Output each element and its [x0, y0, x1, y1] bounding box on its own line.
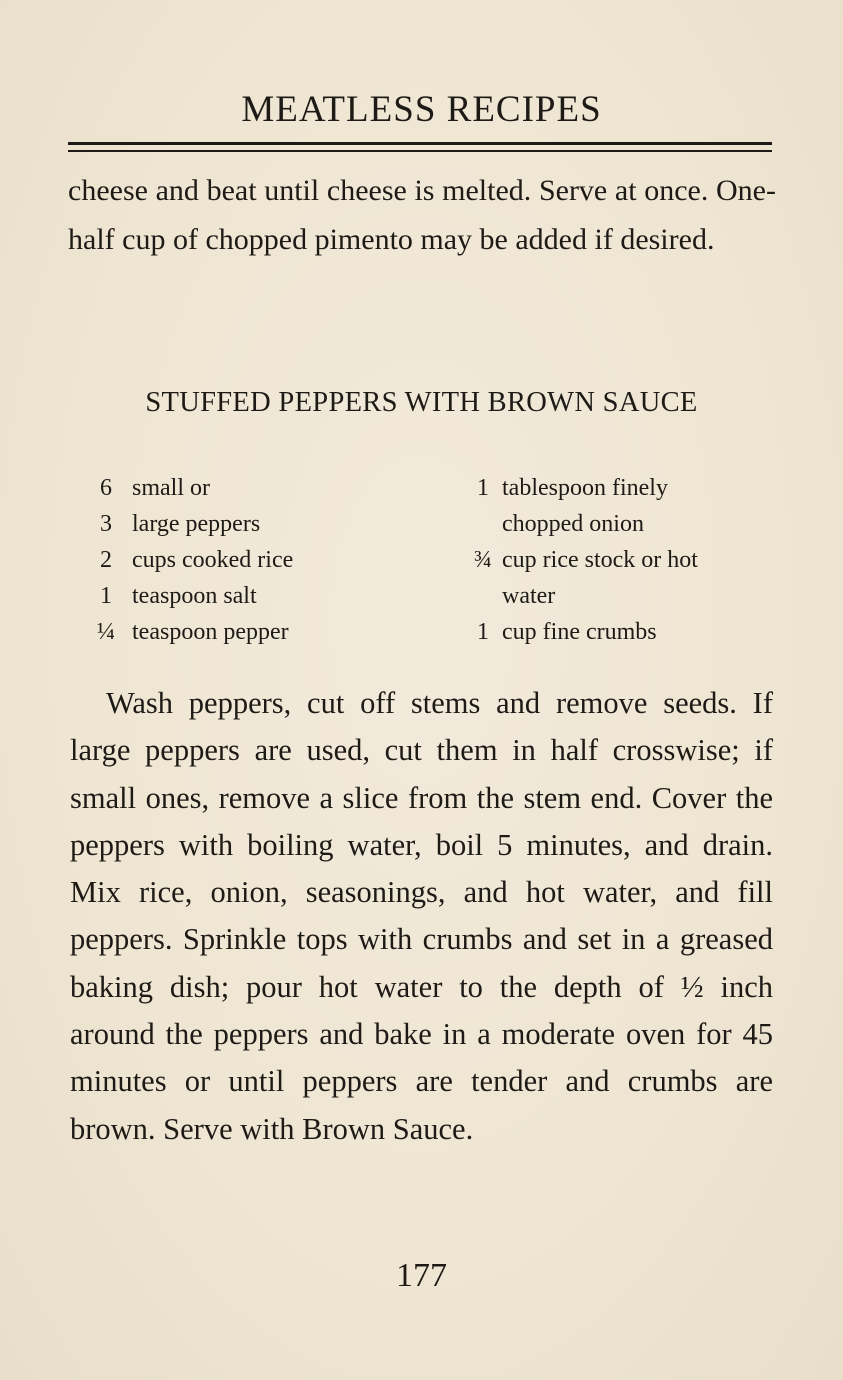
ingredient-text: water: [502, 583, 556, 609]
method-paragraph: [70, 680, 773, 1153]
recipe-title: STUFFED PEPPERS WITH BROWN SAUCE: [145, 387, 698, 418]
ingredient-row: [467, 614, 787, 650]
ingredient-row: [90, 506, 430, 542]
ingredient-quantity: 1: [477, 475, 489, 501]
ingredient-text: chopped onion: [502, 511, 644, 537]
ingredient-text: tablespoon finely: [502, 475, 668, 501]
ingredient-text: large peppers: [132, 511, 261, 537]
ingredient-row: [467, 542, 787, 578]
ingredient-text: small or: [132, 475, 210, 501]
running-head: MEATLESS RECIPES: [241, 89, 602, 130]
ingredient-quantity: 1: [477, 619, 489, 645]
ingredient-row: [467, 578, 787, 614]
intro-paragraph: cheese and beat until cheese is melted. Serve at once. One-half cup of chopped pimento may be added if desired.: [68, 174, 776, 256]
header-rule-thin: [68, 150, 772, 152]
ingredient-text: teaspoon pepper: [132, 619, 289, 645]
ingredient-row: [90, 578, 430, 614]
method-text: Wash peppers, cut off stems and remove seeds. If large peppers are used, cut them in half crosswise; if small ones, remove a slice from the stem end. Cover the peppers with boiling water, boil 5 minutes, and drain. Mix rice, onion, seasonings, and hot water, and fill peppers. Sprinkle tops with crumbs and set in a greased baking dish; pour hot water to the depth of ½ inch around the peppers and bake in a moderate oven for 45 minutes or until peppers are tender and crumbs are brown. Serve with Brown Sauce.: [70, 686, 773, 1146]
ingredient-quantity: 3: [100, 511, 112, 537]
ingredient-quantity: 6: [100, 475, 112, 501]
ingredient-text: cup rice stock or hot: [502, 547, 698, 573]
ingredient-row: [90, 470, 430, 506]
ingredient-row: [467, 470, 787, 506]
ingredient-quantity: ¼: [97, 619, 115, 645]
ingredient-row: [90, 542, 430, 578]
ingredients-right-column: [467, 470, 787, 650]
ingredient-text: teaspoon salt: [132, 583, 257, 609]
page-number: 177: [396, 1257, 447, 1294]
ingredient-row: [90, 614, 430, 650]
header-rule-thick: [68, 142, 772, 145]
ingredients-left-column: [90, 470, 430, 650]
ingredient-row: [467, 506, 787, 542]
ingredient-quantity: ¾: [474, 547, 492, 573]
ingredient-text: cups cooked rice: [132, 547, 294, 573]
ingredient-quantity: 1: [100, 583, 112, 609]
ingredient-text: cup fine crumbs: [502, 619, 657, 645]
ingredient-quantity: 2: [100, 547, 112, 573]
